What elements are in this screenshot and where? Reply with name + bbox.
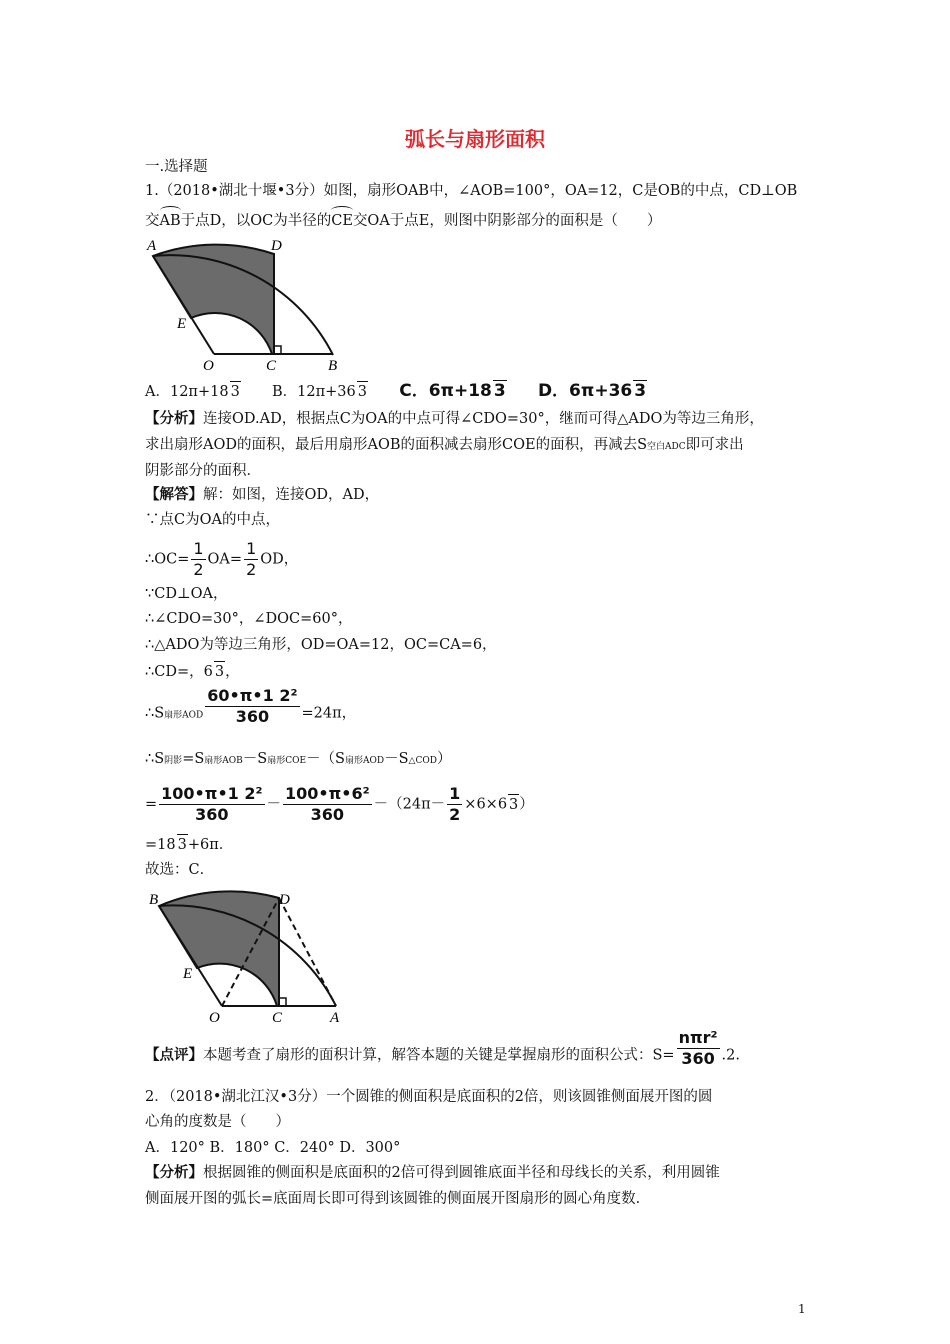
label-o: O (203, 358, 214, 374)
label-b-2: B (149, 892, 159, 908)
option-a: A．12π+18 3 (145, 384, 241, 400)
option-d: D．6π+36 3 (537, 381, 647, 401)
label-e-2: E (183, 966, 193, 982)
q2-analysis-line1: 【分析】根据圆锥的侧面积是底面积的2倍可得到圆锥底面半径和母线长的关系，利用圆锥 (145, 1164, 720, 1181)
label-d: D (271, 238, 282, 254)
arc-ab-label: AB (159, 213, 181, 229)
q1-review: 【点评】本题考查了扇形的面积计算，解答本题的关键是掌握扇形的面积公式：S= $\frac{\text{nπr²}}{360}$ .2. (145, 1028, 740, 1068)
page-title: 弧长与扇形面积 (405, 127, 545, 151)
option-c: C．6π+18 3 (399, 381, 506, 401)
label-b: B (328, 358, 338, 374)
q1-step10: =18 3+6π． (145, 834, 815, 855)
q2-analysis-line2: 侧面展开图的弧长=底面周长即可得到该圆锥的侧面展开图扇形的圆心角度数． (145, 1191, 651, 1207)
q1-choice: 故选：C． (145, 862, 215, 878)
label-a-2: A (330, 1010, 340, 1026)
q1-step8: ∴S阴影=S扇形AOB－S扇形COE－（S扇形AOD－S△COD） (145, 751, 452, 767)
q1-analysis-line2: 求出扇形AOD的面积，最后用扇形AOB的面积减去扇形COE的面积，再减去S空白ADC即可求出 (145, 437, 744, 453)
section-heading: 一.选择题 (145, 159, 208, 175)
label-c-2: C (272, 1010, 283, 1026)
q1-answer-line1: 【解答】解：如图，连接OD，AD， (145, 486, 380, 503)
label-o-2: O (209, 1010, 220, 1026)
shaded-region-2 (159, 891, 279, 1006)
arc-ce-label: CE (331, 213, 353, 229)
q1-figure-2 (145, 888, 365, 1028)
q1-stem-line1: 1.（2018•湖北十堰•3分）如图，扇形OAB中，∠AOB=100°，OA=12，C是OB的中点，CD⊥OB (145, 183, 798, 199)
q2-stem-line1: 2．（2018•湖北江汉•3分）一个圆锥的侧面积是底面积的2倍，则该圆锥侧面展开图的圆 (145, 1089, 713, 1105)
q2-options: A．120° B．180° C．240° D．300° (145, 1140, 401, 1156)
right-angle-mark (274, 346, 281, 354)
dashed-ad (279, 898, 336, 1006)
q1-step7: ∴S扇形AOD $\frac{\text{60•π•1 2²}}{360}$ =24π， (145, 686, 357, 726)
label-d-2: D (279, 892, 290, 908)
q1-step3: ∵CD⊥OA， (145, 586, 228, 602)
option-b: B．12π+36 3 (272, 384, 368, 400)
label-a: A (147, 238, 157, 254)
q2-stem-line2: 心角的度数是（ ） (145, 1114, 290, 1130)
q1-options (145, 380, 815, 402)
q1-stem-line2: 交AB于点D，以OC为半径的CE交OA于点E，则图中阴影部分的面积是（ ） (145, 213, 662, 229)
right-angle-mark-2 (279, 998, 286, 1006)
q1-figure-1 (145, 236, 365, 376)
q1-step5: ∴△ADO为等边三角形，OD=OA=12，OC=CA=6， (145, 637, 497, 653)
label-c: C (266, 358, 277, 374)
q1-step1: ∵点C为OA的中点， (145, 512, 280, 528)
q1-analysis-line3: 阴影部分的面积． (145, 463, 261, 479)
q1-step6: ∴CD=，6 3， (145, 661, 815, 682)
q1-step2: ∴OC= $\frac{1}{2}$ OA= $\frac{1}{2}$ OD， (145, 539, 299, 579)
label-e: E (177, 316, 187, 332)
page-number: 1 (798, 1302, 806, 1316)
q1-step9: = $\frac{\text{100•π•1 2²}}{360}$ － $\frac{\text{100•π•6²}}{360}$ －（24π－ $\frac{1}{2}$ ×6×6 3） (145, 784, 534, 824)
q1-step4: ∴∠CDO=30°，∠DOC=60°， (145, 611, 353, 627)
q1-analysis-line1: 【分析】连接OD.AD，根据点C为OA的中点可得∠CDO=30°，继而可得△ADO为等边三角形， (145, 410, 764, 427)
